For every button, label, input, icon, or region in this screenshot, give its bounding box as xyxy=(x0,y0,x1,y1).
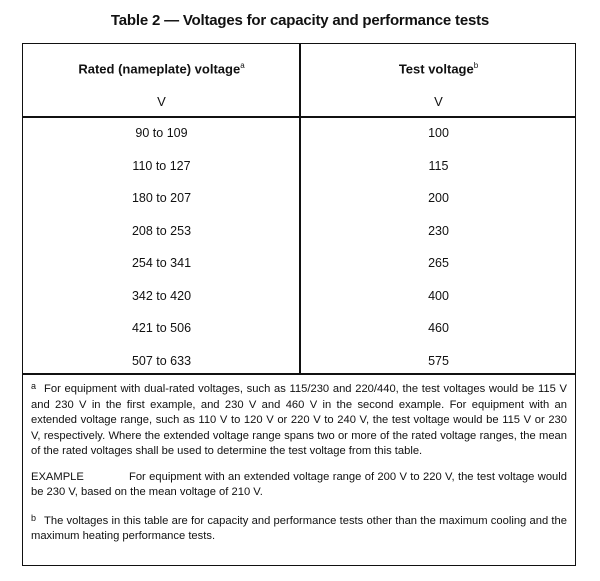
table-row xyxy=(23,344,575,377)
col-header-test-voltage xyxy=(300,61,577,76)
table-row xyxy=(23,279,575,312)
example-label: EXAMPLE xyxy=(31,470,84,483)
col-header-rated-voltage xyxy=(23,61,300,76)
cell-rated: 421 to 506 xyxy=(131,321,192,335)
col-header-rated-label: Rated (nameplate) voltage xyxy=(78,61,241,77)
footnote-b-mark: b xyxy=(31,512,37,523)
table-row xyxy=(23,149,575,182)
cell-rated: 90 to 109 xyxy=(135,126,188,140)
table-row xyxy=(23,214,575,247)
table-row xyxy=(23,181,575,214)
footnote-mark-a-ref: a xyxy=(240,61,245,70)
cell-rated: 208 to 253 xyxy=(131,223,192,238)
footnote-a-text: For equipment with dual-rated voltages, such as 115/230 and 220/440, the test voltages would be 115 V and 230 V in the first example, and 230 V and 460 V in the second example. For equipment with an extended voltage range, such as 110 V to 120 V or 220 V to 240 V, the test voltage would be 115 V or 230 V, respectively. Where the extended voltage range spans two or more of the rated voltage ranges, the mean of the rated voltages shall be used to determine the test voltage from this table. xyxy=(31,383,567,457)
col-header-test-label: Test voltage xyxy=(398,61,474,77)
example-text: For equipment with an extended voltage range of 200 V to 220 V, the test voltage would be 230 V, based on the mean voltage of 210 V. xyxy=(31,470,567,498)
table-row xyxy=(23,246,575,279)
cell-test: 230 xyxy=(428,223,449,238)
table-footnotes xyxy=(31,379,567,555)
cell-test: 400 xyxy=(428,288,449,303)
cell-rated: 110 to 127 xyxy=(132,158,191,173)
table-row xyxy=(23,311,575,344)
cell-rated: 180 to 207 xyxy=(131,191,192,205)
table-title: Table 2 — Voltages for capacity and performance tests xyxy=(110,12,490,29)
cell-rated: 507 to 633 xyxy=(131,353,192,368)
col-unit-test: V xyxy=(434,94,443,109)
cell-test: 100 xyxy=(428,126,449,140)
table-row xyxy=(23,116,575,149)
footnote-b-text: The voltages in this table are for capacity and performance tests other than the maximum cooling and the maximum heating performance tests. xyxy=(31,514,567,542)
col-unit-rated: V xyxy=(157,94,166,109)
footnote-a xyxy=(31,379,567,460)
cell-test: 115 xyxy=(428,158,449,173)
cell-test: 460 xyxy=(428,321,449,335)
cell-rated: 342 to 420 xyxy=(131,288,192,303)
table-body xyxy=(23,116,575,376)
footnote-b xyxy=(31,511,567,545)
cell-test: 265 xyxy=(428,256,449,270)
footnote-mark-b-ref: b xyxy=(473,61,479,70)
footnote-a-mark: a xyxy=(31,381,37,391)
cell-test: 575 xyxy=(428,353,449,368)
table-frame xyxy=(22,43,576,566)
example-note xyxy=(31,470,567,501)
cell-test: 200 xyxy=(428,191,449,205)
cell-rated: 254 to 341 xyxy=(131,256,192,270)
